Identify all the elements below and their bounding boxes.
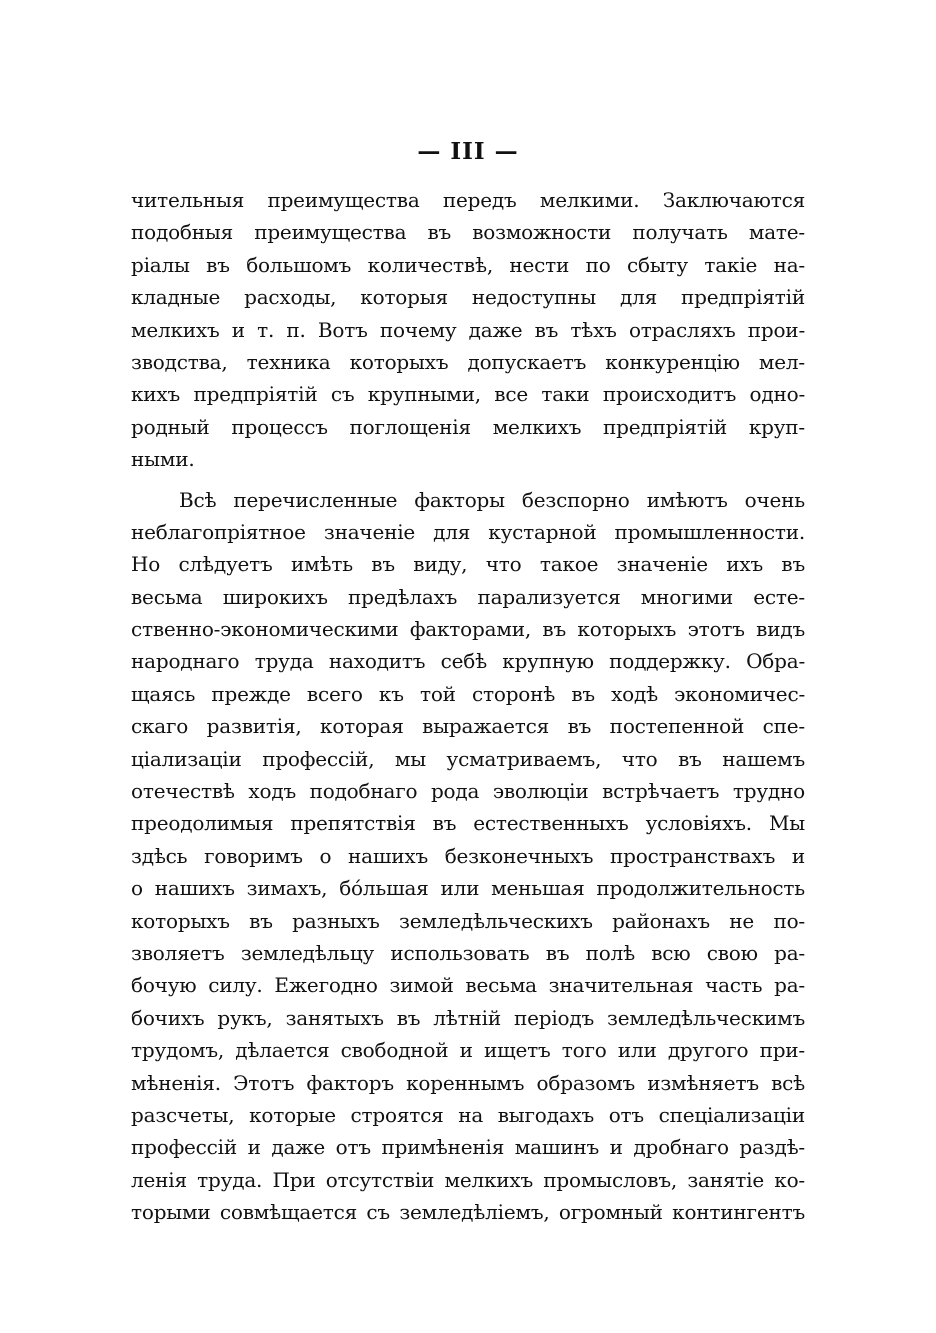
paragraph-gap — [131, 476, 805, 484]
text-line: зводства, техника которыхъ допускаетъ конкуренцію мел- — [131, 349, 805, 374]
paragraph-1 — [131, 184, 805, 476]
text-line: ными. — [131, 447, 195, 472]
text-line: кладные расходы, которыя недоступны для предпріятій — [131, 285, 805, 310]
body-text — [131, 184, 805, 1229]
text-line: чительныя преимущества передъ мелкими. Заключаются — [131, 188, 805, 212]
text-line: весьма широкихъ предѣлахъ парализуется многими есте- — [131, 584, 805, 609]
text-line: народнаго труда находитъ себѣ крупную поддержку. Обра- — [131, 649, 805, 674]
text-line: бочихъ рукъ, занятыхъ въ лѣтній періодъ земледѣльческимъ — [131, 1005, 805, 1030]
text-line: которыхъ въ разныхъ земледѣльческихъ районахъ не по- — [131, 908, 805, 933]
text-line: ленія труда. При отсутствіи мелкихъ промысловъ, занятіе ко- — [131, 1167, 805, 1192]
paragraph-2 — [131, 484, 805, 1229]
text-line: торыми совмѣщается съ земледѣліемъ, огромный контингентъ — [131, 1200, 805, 1225]
text-line: разсчеты, которые строятся на выгодахъ отъ спеціализаціи — [131, 1102, 805, 1127]
text-line: зволяетъ земледѣльцу использовать въ полѣ всю свою ра- — [131, 940, 805, 965]
text-line: профессій и даже отъ примѣненія машинъ и дробнаго раздѣ- — [131, 1135, 805, 1160]
text-line: кихъ предпріятій съ крупными, все таки происходитъ одно- — [131, 382, 805, 407]
text-line: мелкихъ и т. п. Вотъ почему даже въ тѣхъ отрасляхъ прои- — [131, 317, 805, 342]
text-line: неблагопріятное значеніе для кустарной промышленности. — [131, 519, 805, 544]
text-line: отечествѣ ходъ подобнаго рода эволюціи встрѣчаетъ трудно — [131, 779, 805, 804]
text-line: щаясь прежде всего къ той сторонѣ въ ходѣ экономичес- — [131, 681, 805, 706]
text-line: здѣсь говоримъ о нашихъ безконечныхъ пространствахъ и — [131, 843, 805, 868]
text-line: мѣненія. Этотъ факторъ кореннымъ образомъ измѣняетъ всѣ — [131, 1070, 805, 1095]
text-line: ріалы въ большомъ количествѣ, нести по сбыту такіе на- — [131, 252, 805, 277]
text-line: Всѣ перечисленные факторы безспорно имѣютъ очень — [179, 487, 805, 512]
text-line: ственно-экономическими факторами, въ которыхъ этотъ видъ — [131, 617, 805, 642]
text-line: ціализаціи профессій, мы усматриваемъ, что въ нашемъ — [131, 746, 805, 771]
text-line: бочую силу. Ежегодно зимой весьма значительная часть ра- — [131, 973, 805, 998]
text-line: скаго развитія, которая выражается въ постепенной спе- — [131, 714, 805, 739]
text-line: подобныя преимущества въ возможности получать мате- — [131, 220, 805, 245]
page-number: — III — — [417, 138, 519, 165]
text-line: родный процессъ поглощенія мелкихъ предпріятій круп- — [131, 414, 805, 439]
text-line: Но слѣдуетъ имѣть въ виду, что такое значеніе ихъ въ — [131, 552, 805, 577]
text-line: трудомъ, дѣлается свободной и ищетъ того или другого при- — [131, 1038, 805, 1063]
text-line: преодолимыя препятствія въ естественныхъ условіяхъ. Мы — [131, 811, 805, 836]
text-line: о нашихъ зимахъ, бо́льшая или меньшая продолжительность — [131, 876, 805, 901]
